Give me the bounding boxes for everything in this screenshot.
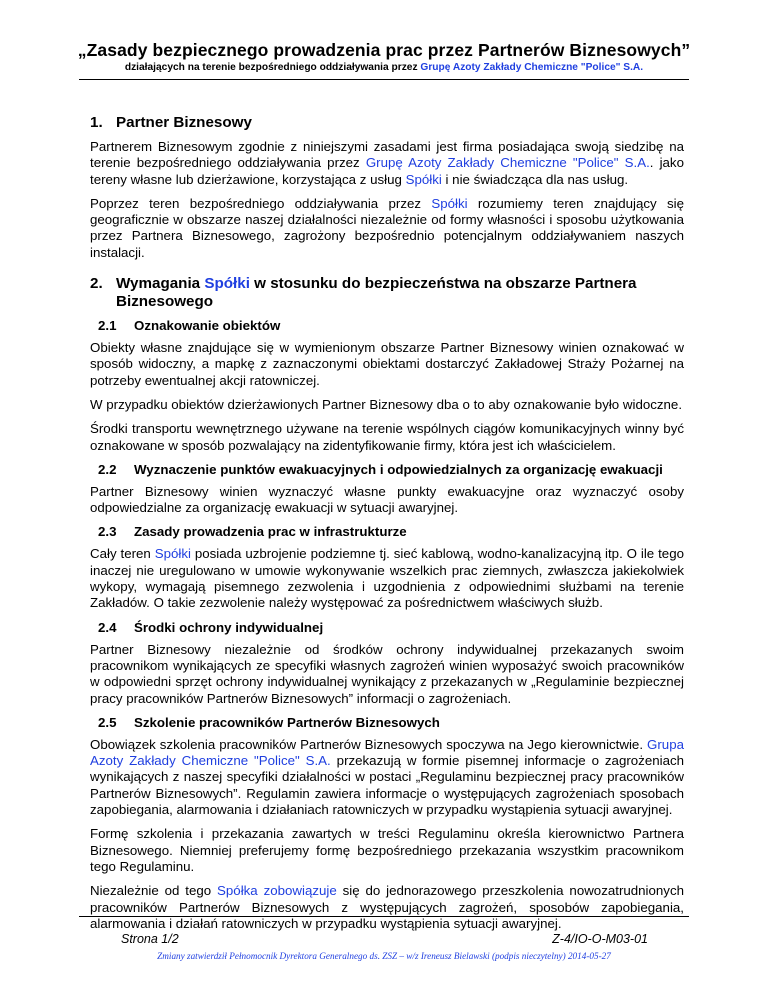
spolki-term: Spółki bbox=[154, 546, 191, 562]
section-number: 1. bbox=[90, 114, 103, 131]
document-subtitle bbox=[0, 62, 768, 73]
subsection-2-5-heading: 2.5 Szkolenie pracowników Partnerów Biznesowych bbox=[98, 714, 440, 730]
document-title: „Zasady bezpiecznego prowadzenia prac przez Partnerów Biznesowych” bbox=[77, 40, 691, 60]
subsection-2-1-paragraph-1: Obiekty własne znajdujące się w wymienionym obszarze Partner Biznesowy winien oznakować w sposób widoczny, a mapkę z zaznaczonymi obiektami dostarczyć Zakładowej Straży Pożarnej na potrzeby ewentualnej akcji ratowniczej. bbox=[90, 340, 684, 388]
subtitle-prefix: działających na terenie bezpośredniego oddziaływania przez bbox=[124, 62, 418, 73]
spolki-term: Spółki bbox=[431, 195, 468, 211]
header-divider bbox=[79, 79, 689, 80]
section-number: 2. bbox=[90, 275, 103, 293]
subsection-2-1-heading: 2.1 Oznakowanie obiektów bbox=[98, 318, 281, 334]
section-title: Partner Biznesowy bbox=[116, 114, 252, 131]
section-title: Wymagania Spółki w stosunku do bezpieczeństwa na obszarze Partnera Biznesowego bbox=[116, 275, 637, 311]
subsection-2-5-paragraph-2: Formę szkolenia i przekazania zawartych w treści Regulaminu określa kierownictwo Partnera Biznesowego. Niemniej preferujemy formę bezpośredniego przekazania wszystkim pracownikom tego Regulaminu. bbox=[90, 826, 684, 874]
subsection-2-4-paragraph-1: Partner Biznesowy niezależnie od środków ochrony indywidualnej przekazanych swoim pracownikom wynikających ze specyfiki własnych zagrożeń winien wyposażyć swoich pracowników w odpowiedni sprzęt ochrony indywidualnej wynikający z przekazanych w „Regulaminie bezpiecznej pracy pracowników Partnerów Biznesowych” informacji o zagrożeniach. bbox=[90, 641, 684, 706]
subtitle-company: Grupę Azoty Zakłady Chemiczne "Police" S.A. bbox=[420, 62, 644, 73]
spolki-term: Spółki bbox=[405, 171, 442, 187]
section-2-heading bbox=[90, 275, 684, 311]
subsection-2-5-paragraph-1: Obowiązek szkolenia pracowników Partnerów Biznesowych spoczywa na Jego kierownictwie. Grupa Azoty Zakłady Chemiczne "Police" S.A. przekazują w formie pisemnej informacje o zagrożeniach wynikających z naszej specyfiki działalności w postaci „Regulaminu bezpiecznej pracy pracowników Partnerów Biznesowych”. Regulamin zawiera informacje o występujących zagrożeniach sposobach zapobiegania, alarmowania i działaniach ratowniczych w przypadku wystąpienia sytuacji awaryjnej. bbox=[90, 736, 685, 818]
page-number: Strona 1/2 bbox=[121, 932, 179, 946]
subsection-2-4-heading: 2.4 Środki ochrony indywidualnej bbox=[98, 619, 324, 635]
subsection-2-3-paragraph-1: Cały teren Spółki posiada uzbrojenie podziemne tj. sieć kablową, wodno-kanalizacyjną itp. O ile tego inaczej nie uregulowano w umowie wykonywanie wszelkich prac ziemnych, zwłaszcza jakiekolwiek wykopy, wymagają pisemnego zezwolenia i uzgodnienia z odpowiednimi służbami na terenie Zakładów. O takie zezwolenie należy występować za pośrednictwem właściwych służb. bbox=[90, 546, 684, 611]
document-body bbox=[90, 114, 684, 940]
subsection-2-1-paragraph-3: Środki transportu wewnętrznego używane na terenie wspólnych ciągów komunikacyjnych winny być oznakowane w sposób pozwalający na zidentyfikowanie firmy, która jest ich właścicielem. bbox=[90, 421, 684, 453]
company-name: Grupę Azoty Zakłady Chemiczne "Police" S.A. bbox=[365, 155, 650, 171]
section-1-paragraph-2: Poprzez teren bezpośredniego oddziaływania przez Spółki rozumiemy teren znajdujący się geograficznie w obszarze naszej działalności niezależnie od formy własności i sposobu użytkowania przez Partnera Biznesowego, zagrożony bezpośrednio potencjalnym oddziaływaniem naszych instalacji. bbox=[90, 195, 685, 260]
subsection-2-2-heading: 2.2 Wyznaczenie punktów ewakuacyjnych i odpowiedzialnych za organizację ewakuacji bbox=[98, 461, 663, 477]
subsection-2-3-heading: 2.3 Zasady prowadzenia prac w infrastrukturze bbox=[98, 524, 407, 540]
company-name: Grupa Azoty Zakłady Chemiczne "Police" S.A. bbox=[90, 736, 684, 769]
approval-note: Zmiany zatwierdził Pełnomocnik Dyrektora Generalnego ds. ZSZ – w/z Ireneusz Bielawski (podpis nieczytelny) 2014-05-27 bbox=[157, 951, 611, 961]
spolka-term: Spółka zobowiązuje bbox=[217, 883, 337, 899]
subsection-2-5-paragraph-3: Niezależnie od tego Spółka zobowiązuje się do jednorazowego przeszkolenia nowozatrudnionych pracowników Partnerów Biznesowych z występujących zagrożeń, sposobów zapobiegania, alarmowania i działań ratowniczych w przypadku wystąpienia sytuacji awaryjnej. bbox=[90, 883, 684, 931]
section-1-paragraph-1: Partnerem Biznesowym zgodnie z niniejszymi zasadami jest firma posiadająca swoją siedzibę na terenie bezpośredniego oddziaływania przez Grupę Azoty Zakłady Chemiczne "Police" S.A.. jako tereny własne lub dzierżawione, korzystająca z usług Spółki i nie świadcząca dla nas usług. bbox=[90, 139, 684, 187]
section-1-heading bbox=[90, 114, 684, 132]
subsection-2-1-paragraph-2: W przypadku obiektów dzierżawionych Partner Biznesowy dba o to aby oznakowanie było widoczne. bbox=[90, 396, 683, 412]
footer-divider bbox=[79, 916, 689, 917]
document-code: Z-4/IO-O-M03-01 bbox=[552, 932, 648, 946]
subsection-2-2-paragraph-1: Partner Biznesowy winien wyznaczyć własne punkty ewakuacyjne oraz wyznaczyć osoby odpowiedzialne za organizację ewakuacji w sytuacji awaryjnej. bbox=[90, 483, 684, 516]
